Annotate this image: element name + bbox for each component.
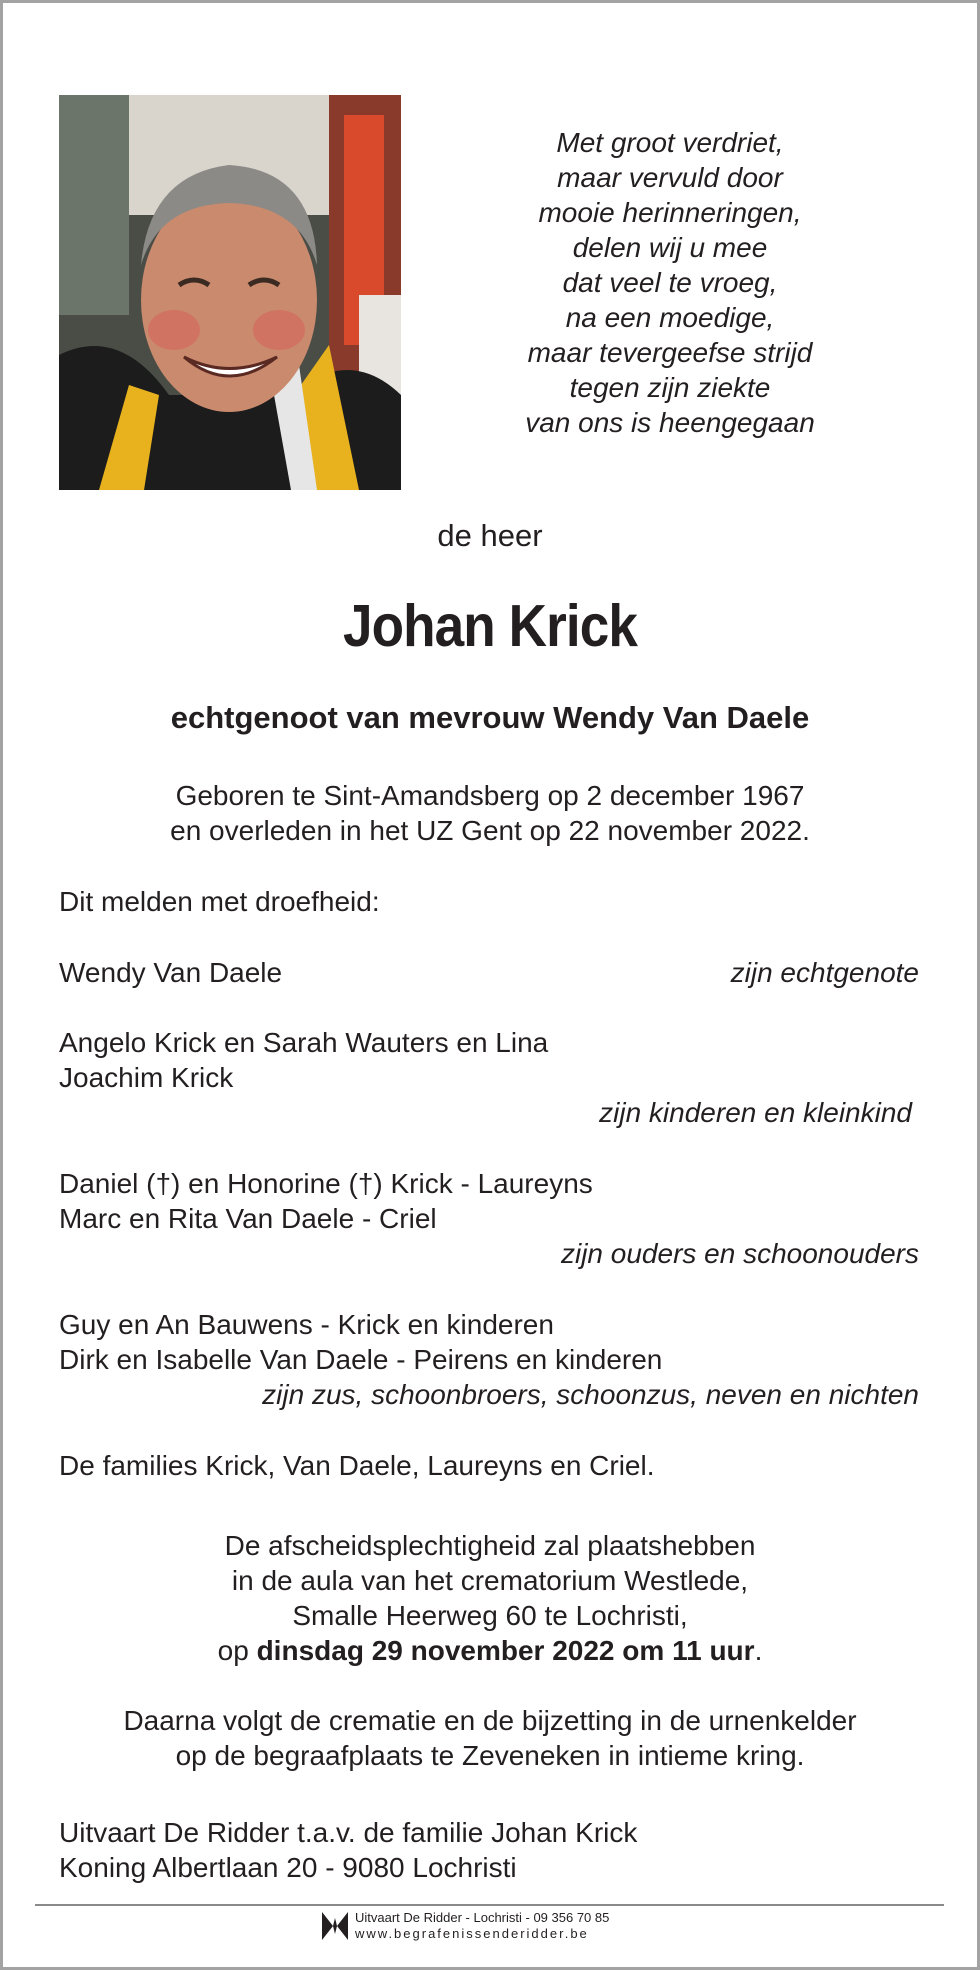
poem-line: van ons is heengegaan	[525, 407, 815, 438]
mourner-name: Dirk en Isabelle Van Daele - Peirens en kinderen	[59, 1344, 663, 1375]
mourner-group-names	[59, 1307, 662, 1377]
ceremony-line: Smalle Heerweg 60 te Lochristi,	[292, 1600, 688, 1631]
death-line: en overleden in het UZ Gent op 22 november 2022.	[170, 815, 810, 846]
undertaker-address	[59, 1815, 637, 1885]
mourner-group-names	[59, 1166, 593, 1236]
mourner-relation: zijn echtgenote	[730, 957, 919, 988]
poem-line: mooie herinneringen,	[538, 197, 802, 228]
mourner-name: Guy en An Bauwens - Krick en kinderen	[59, 1309, 554, 1340]
poem-line: maar tevergeefse strijd	[527, 337, 813, 368]
mourner-name: Angelo Krick en Sarah Wauters en Lina	[59, 1027, 549, 1058]
mourner-relation: zijn zus, schoonbroers, schoonzus, neven en nichten	[262, 1379, 919, 1410]
funeral-home-logo-icon	[321, 1910, 349, 1942]
mourner-relation: zijn ouders en schoonouders	[560, 1238, 919, 1269]
poem-line: delen wij u mee	[572, 232, 768, 263]
after-ceremony-line: Daarna volgt de crematie en de bijzetting in de urnenkelder	[123, 1705, 857, 1736]
ceremony-date-prefix: op	[217, 1635, 249, 1666]
footer-divider	[35, 1904, 944, 1906]
ceremony-line: in de aula van het crematorium Westlede,	[231, 1565, 749, 1596]
after-ceremony	[0, 1703, 980, 1773]
mourner-name: Wendy Van Daele	[59, 957, 283, 988]
undertaker-line: Uitvaart De Ridder t.a.v. de familie Johan Krick	[59, 1817, 638, 1848]
birth-death-lines	[0, 778, 980, 848]
footer-contact: Uitvaart De Ridder - Lochristi - 09 356 70 85	[355, 1910, 610, 1925]
mourner-group-names	[59, 955, 282, 990]
footer	[321, 1910, 609, 1942]
deceased-name: Johan Krick	[342, 593, 638, 659]
ceremony-line: De afscheidsplechtigheid zal plaatshebben	[224, 1530, 756, 1561]
mourner-name: Daniel (†) en Honorine (†) Krick - Laureyns	[59, 1168, 593, 1199]
mourner-name: Marc en Rita Van Daele - Criel	[59, 1203, 437, 1234]
poem	[470, 125, 870, 440]
poem-line: dat veel te vroeg,	[562, 267, 778, 298]
poem-line: maar vervuld door	[557, 162, 783, 193]
ceremony-details	[0, 1528, 980, 1668]
undertaker-line: Koning Albertlaan 20 - 9080 Lochristi	[59, 1852, 517, 1883]
portrait-photo	[59, 95, 401, 490]
poem-line: na een moedige,	[565, 302, 775, 333]
poem-line: Met groot verdriet,	[556, 127, 784, 158]
families-line: De families Krick, Van Daele, Laureyns en Criel.	[59, 1450, 655, 1481]
mourner-name: Joachim Krick	[59, 1062, 234, 1093]
footer-website: www.begrafenissenderidder.be	[355, 1926, 589, 1941]
spouse-line: echtgenoot van mevrouw Wendy Van Daele	[170, 700, 810, 735]
ceremony-date-line	[0, 1633, 980, 1668]
after-ceremony-line: op de begraafplaats te Zeveneken in intieme kring.	[175, 1740, 805, 1771]
ceremony-date-suffix: .	[754, 1635, 763, 1666]
poem-line: tegen zijn ziekte	[569, 372, 771, 403]
announcement-intro: Dit melden met droefheid:	[59, 886, 380, 917]
ceremony-date: dinsdag 29 november 2022 om 11 uur	[256, 1635, 755, 1666]
salutation: de heer	[437, 518, 543, 553]
mourner-group-names	[59, 1025, 548, 1095]
mourner-relation: zijn kinderen en kleinkind	[599, 1097, 912, 1128]
birth-line: Geboren te Sint-Amandsberg op 2 december 1967	[175, 780, 805, 811]
